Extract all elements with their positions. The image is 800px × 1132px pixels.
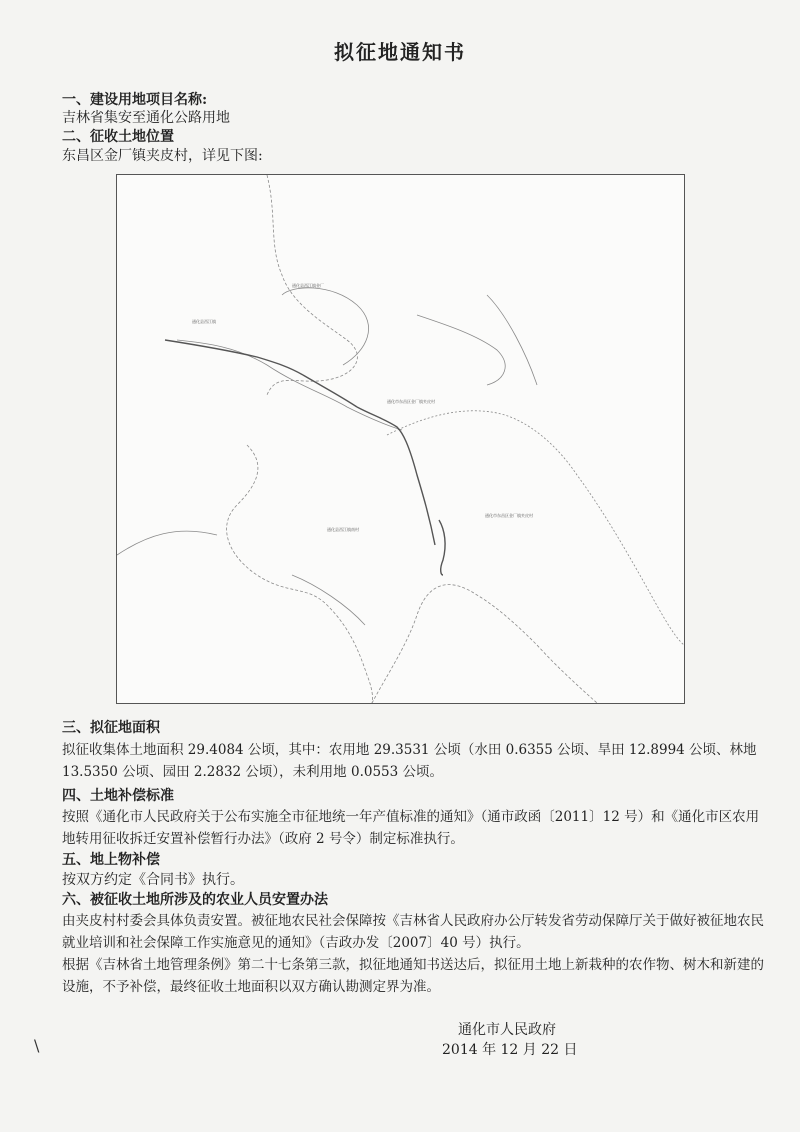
section-2-heading: 二、征收土地位置 [62, 129, 174, 145]
section-1-body: 吉林省集安至通化公路用地 [62, 110, 230, 126]
section-5-heading: 五、地上物补偿 [62, 852, 160, 868]
section-5-body: 按双方约定《合同书》执行。 [62, 872, 244, 888]
section-2-body: 东昌区金厂镇夹皮村，详见下图: [62, 148, 263, 164]
location-map [116, 174, 685, 704]
map-label-c: 通化市东昌区金厂镇夹皮村 [387, 399, 435, 404]
signature-date: 2014 年 12 月 22 日 [442, 1042, 578, 1058]
section-4-heading: 四、土地补偿标准 [62, 788, 174, 804]
section-6-heading: 六、被征收土地所涉及的农业人员安置办法 [62, 892, 328, 908]
section-3-heading: 三、拟征地面积 [62, 720, 160, 736]
map-label-e: 通化县西江镇南村 [327, 527, 359, 532]
parcel-map-figure [117, 175, 684, 703]
section-4-body: 按照《通化市人民政府关于公布实施全市征地统一年产值标准的通知》（通市政函〔2011〕12 号）和《通化市区农用地转用征收拆迁安置补偿暂行办法》（政府 2 号令）制定标准执行。 [62, 809, 760, 847]
map-label-a: 通化县西江镇金厂 [292, 283, 324, 288]
map-labels [192, 282, 533, 532]
map-label-b: 通化县西江镇 [192, 319, 216, 324]
section-6-body-2: 根据《吉林省土地管理条例》第二十七条第三款，拟征地通知书送达后，拟征用土地上新栽种的农作物、树木和新建的设施，不予补偿，最终征收土地面积以双方确认勘测定界为准。 [62, 957, 764, 995]
section-6-body-1: 由夹皮村村委会具体负责安置。被征地农民社会保障按《吉林省人民政府办公厅转发省劳动保障厅关于做好被征地农民就业培训和社会保障工作实施意见的通知》（吉政办发〔2007〕40 号）执行。 [62, 913, 764, 951]
signature-org: 通化市人民政府 [458, 1022, 556, 1038]
document-title: 拟征地通知书 [334, 40, 466, 64]
section-3-body: 拟征收集体土地面积 29.4084 公顷，其中：农用地 29.3531 公顷（水田 0.6355 公顷、旱田 12.8994 公顷、林地 13.5350 公顷、园田 2.2832 公顷），未利用地 0.0553 公顷。 [62, 742, 757, 780]
margin-mark: \ [34, 1036, 40, 1055]
map-label-d: 通化市东昌区金厂镇夹皮村 [485, 513, 533, 518]
section-1-heading: 一、建设用地项目名称: [62, 92, 208, 108]
